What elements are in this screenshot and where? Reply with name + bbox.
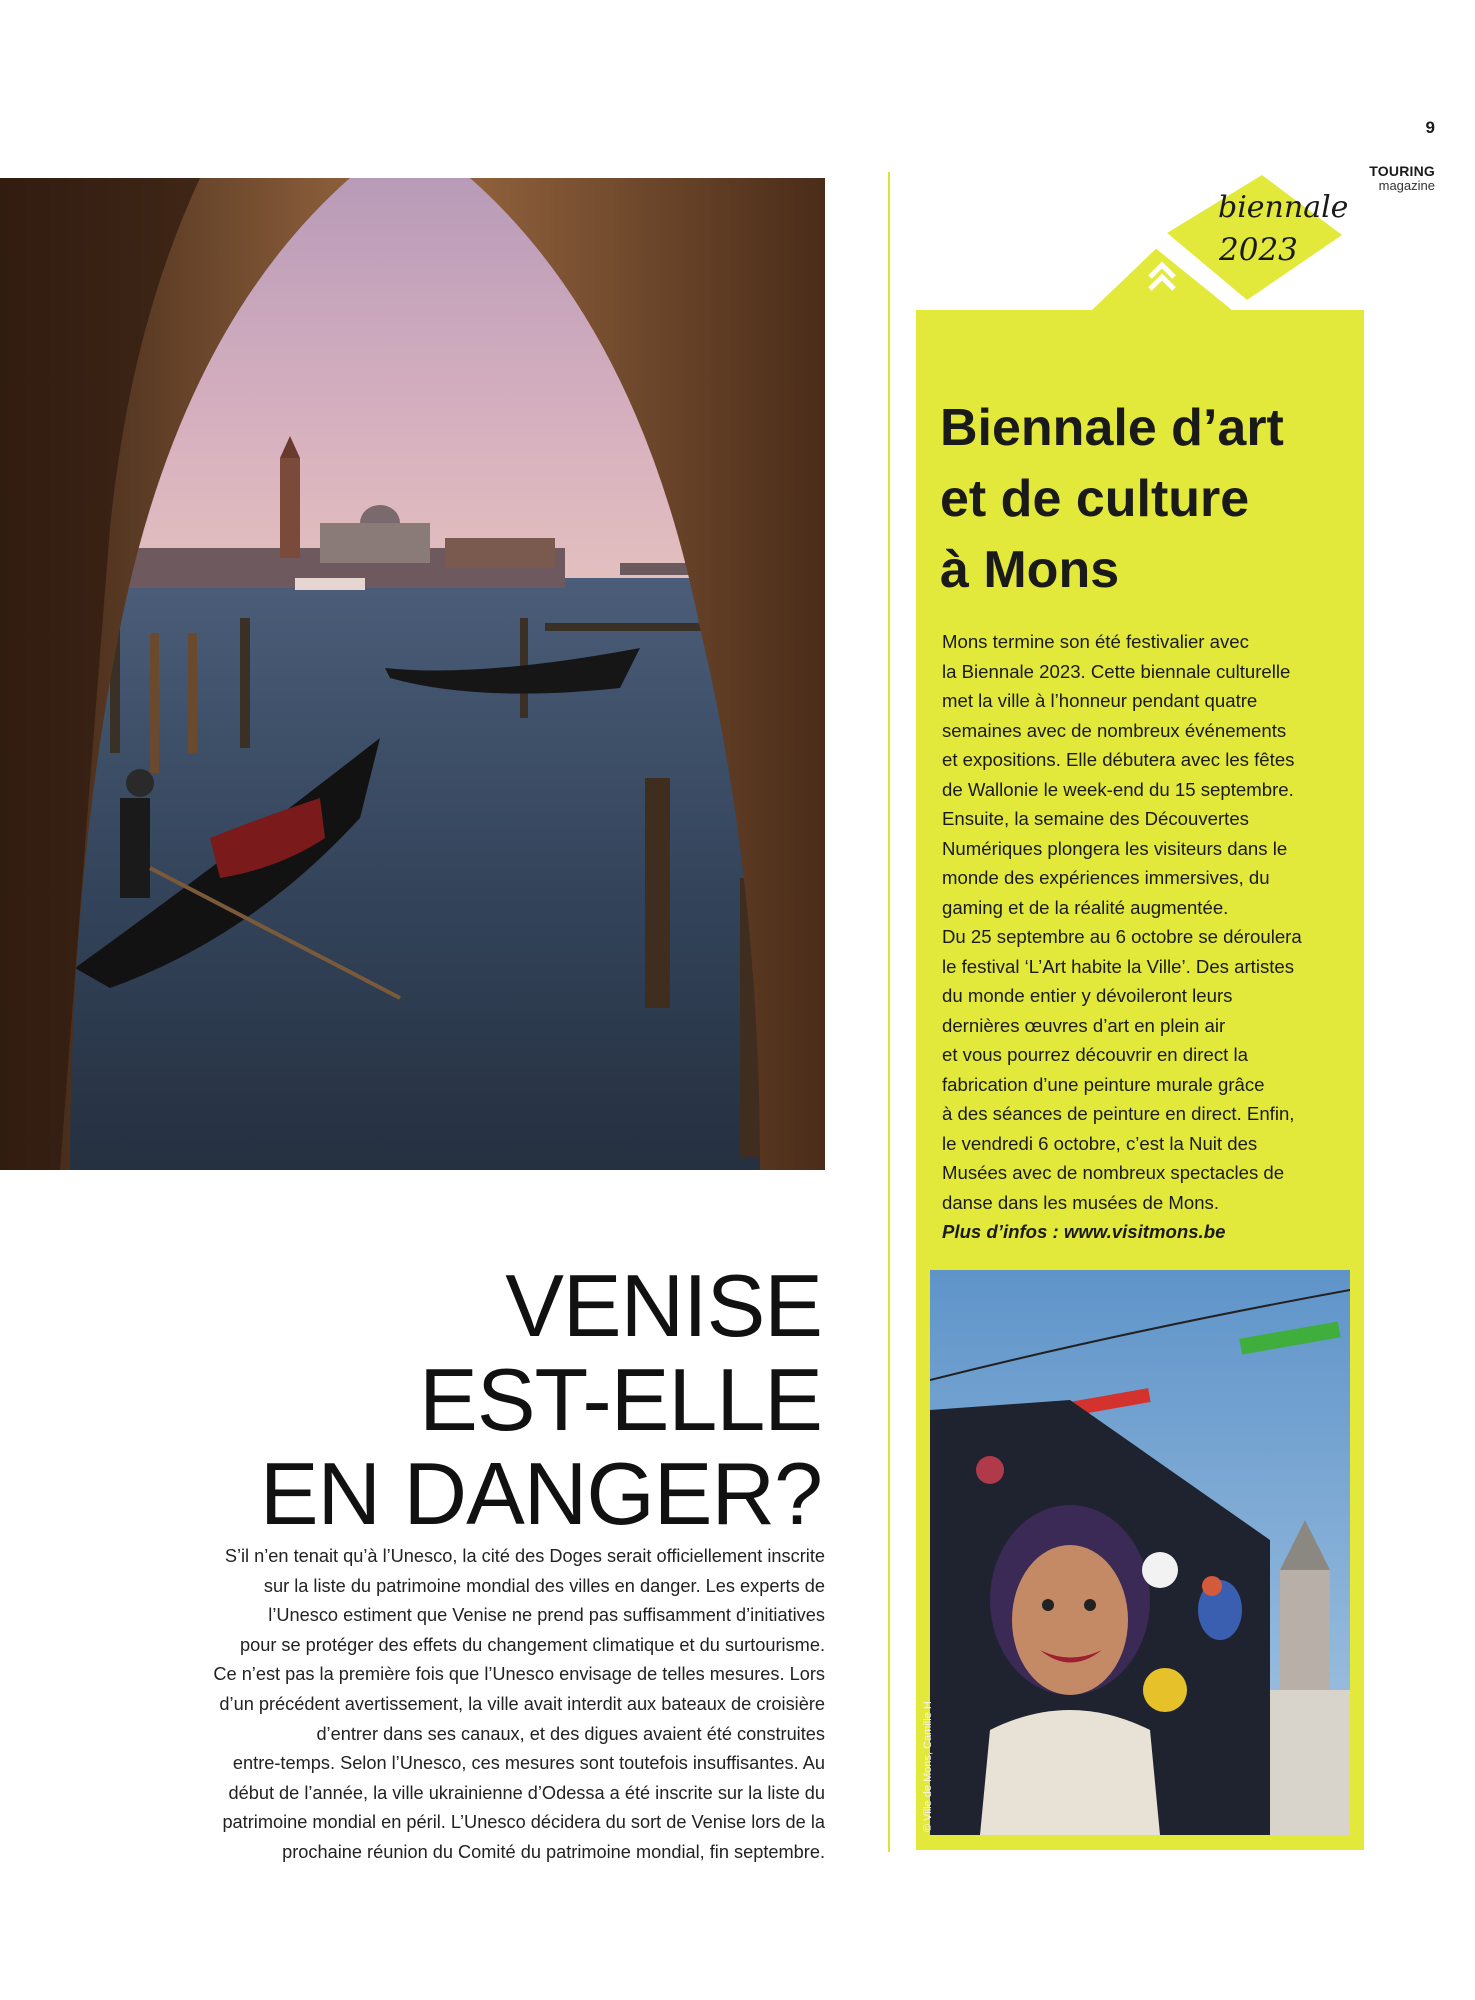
sidebar-line: met la ville à l’honneur pendant quatre bbox=[942, 690, 1258, 711]
sidebar-title bbox=[940, 393, 1340, 606]
article-line: d’entrer dans ses canaux, et des digues avaient été construites bbox=[316, 1723, 825, 1744]
venice-photo-illustration bbox=[0, 178, 825, 1170]
sidebar-line: danse dans les musées de Mons. bbox=[942, 1191, 1219, 1213]
headline-line: VENISE bbox=[505, 1255, 822, 1355]
page-number: 9 bbox=[1425, 118, 1435, 137]
article-line: d’un précédent avertissement, la ville avait interdit aux bateaux de croisière bbox=[219, 1693, 825, 1714]
article-line: pour se protéger des effets du changement climatique et du surtourisme. bbox=[239, 1634, 825, 1655]
sidebar-line: Ensuite, la semaine des Découvertes bbox=[942, 808, 1249, 829]
article-body bbox=[160, 1542, 825, 1868]
sidebar-line: et expositions. Elle débutera avec les fêtes bbox=[942, 749, 1295, 770]
mural-photo-illustration bbox=[930, 1270, 1350, 1835]
article-line: S’il n’en tenait qu’à l’Unesco, la cité des Doges serait officiellement inscrite bbox=[224, 1546, 825, 1566]
badge-year: 2023 bbox=[1219, 232, 1298, 268]
article-headline bbox=[230, 1255, 822, 1543]
sidebar-line: Du 25 septembre au 6 octobre se déroulera bbox=[942, 926, 1302, 947]
sidebar-line: à des séances de peinture en direct. Enfin, bbox=[942, 1103, 1295, 1124]
brand-subtitle: magazine bbox=[1378, 178, 1435, 193]
sidebar-line: monde des expériences immersives, du bbox=[942, 867, 1270, 888]
sidebar-body bbox=[942, 627, 1342, 1247]
magazine-brand bbox=[1340, 164, 1435, 192]
sidebar-title-line: Biennale d’art bbox=[940, 399, 1284, 458]
article-line: début de l’année, la ville ukrainienne d’Odessa a été inscrite sur la liste du bbox=[228, 1782, 825, 1803]
sidebar-line: fabrication d’une peinture murale grâce bbox=[942, 1073, 1265, 1095]
sidebar-line: de Wallonie le week-end du 15 septembre. bbox=[942, 778, 1294, 800]
headline-line: EST-ELLE bbox=[419, 1349, 822, 1449]
headline-line: EN DANGER? bbox=[259, 1443, 822, 1543]
sidebar-title-line: et de culture bbox=[940, 470, 1250, 529]
sidebar-line: et vous pourrez découvrir en direct la bbox=[942, 1044, 1248, 1065]
sidebar-line: du monde entier y dévoileront leurs bbox=[942, 985, 1233, 1006]
sidebar-line: Musées avec de nombreux spectacles de bbox=[942, 1162, 1285, 1183]
article-line: sur la liste du patrimoine mondial des villes en danger. Les experts de bbox=[263, 1575, 825, 1596]
article-line: patrimoine mondial en péril. L’Unesco décidera du sort de Venise lors de la bbox=[222, 1812, 825, 1833]
photo-credit: © Ville de Mons, Camille H bbox=[922, 1701, 934, 1832]
mons-mural-photo bbox=[930, 1270, 1350, 1835]
sidebar-line: le vendredi 6 octobre, c’est la Nuit des bbox=[942, 1132, 1258, 1154]
article-line: prochaine réunion du Comité du patrimoine mondial, fin septembre. bbox=[282, 1841, 825, 1862]
article-line: entre-temps. Selon l’Unesco, ces mesures sont toutefois insuffisantes. Au bbox=[232, 1753, 825, 1774]
brand-title: TOURING bbox=[1369, 163, 1435, 179]
sidebar-line: semaines avec de nombreux événements bbox=[942, 719, 1287, 741]
sidebar-line: Numériques plongera les visiteurs dans le bbox=[942, 837, 1288, 859]
venice-gondola-photo bbox=[0, 178, 825, 1170]
more-info-link[interactable]: Plus d’infos : www.visitmons.be bbox=[942, 1221, 1226, 1242]
sidebar-title-line: à Mons bbox=[940, 541, 1120, 600]
sidebar-line: gaming et de la réalité augmentée. bbox=[942, 896, 1229, 918]
column-divider bbox=[888, 172, 890, 1852]
sidebar-line: le festival ‘L’Art habite la Ville’. Des artistes bbox=[942, 955, 1295, 977]
article-line: l’Unesco estiment que Venise ne prend pas suffisamment d’initiatives bbox=[268, 1605, 825, 1626]
article-line: Ce n’est pas la première fois que l’Unesco envisage de telles mesures. Lors bbox=[213, 1664, 825, 1685]
sidebar-line: la Biennale 2023. Cette biennale culturelle bbox=[942, 660, 1291, 682]
sidebar-line: Mons termine son été festivalier avec bbox=[942, 631, 1249, 652]
badge-label: biennale bbox=[1218, 190, 1349, 225]
sidebar-line: dernières œuvres d’art en plein air bbox=[942, 1014, 1226, 1036]
